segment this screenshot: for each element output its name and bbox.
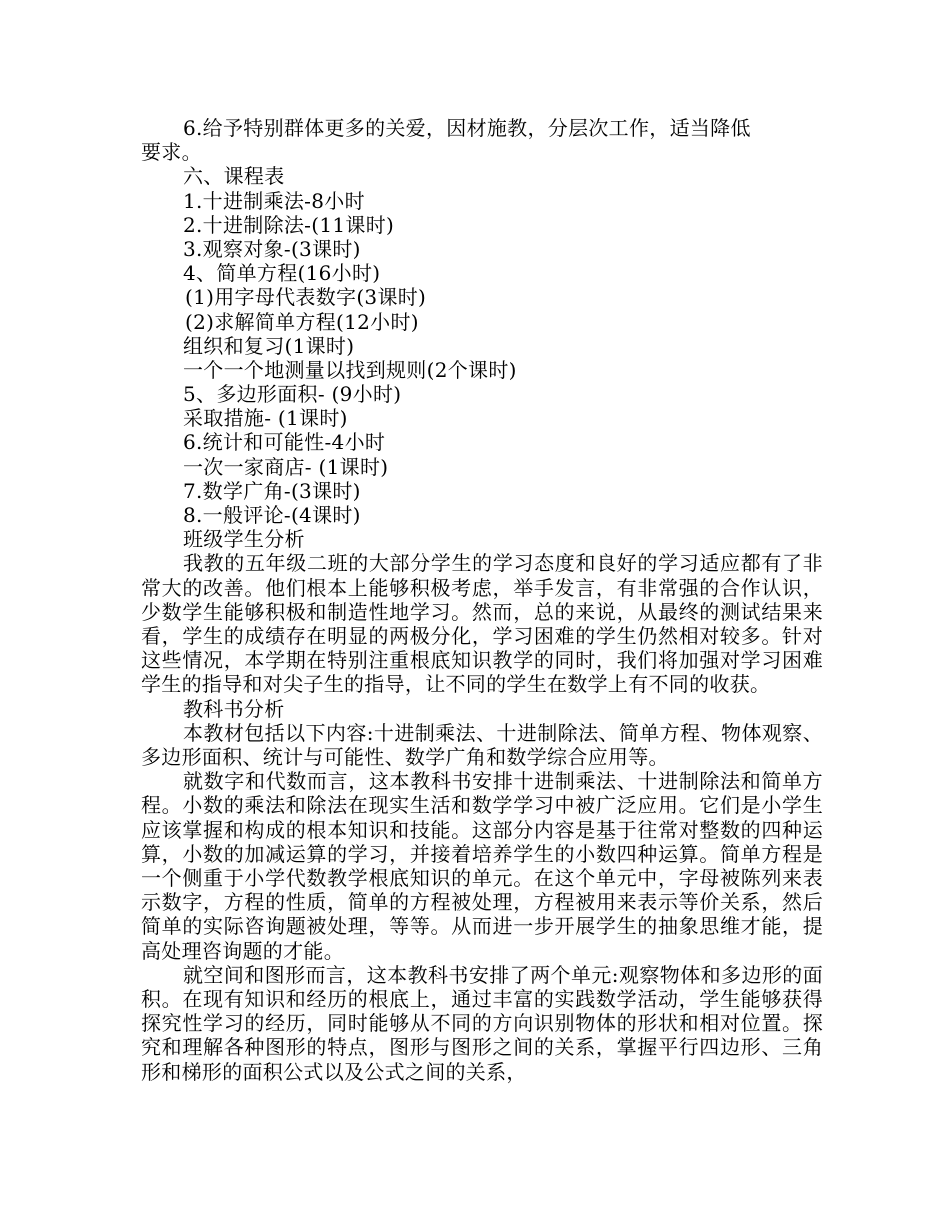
item6-line1: 6.给予特别群体更多的关爱，因材施教，分层次工作，适当降低 [183,116,751,140]
textbook-paragraph-3: 就空间和图形而言，这本教科书安排了两个单元:观察物体和多边形的面积。在现有知识和经历的根底上，通过丰富的实践数学活动，学生能够获得探究性学习的经历，同时能够从不同的方向识别物体的形状和相对位置。探究和理解各种图形的特点，图形与图形之间的关系，掌握平行四边形、三角形和梯形的面积公式以及公式之间的关系， [141,962,823,1084]
schedule-subitem: (2)求解简单方程(12小时) [185,309,419,334]
schedule-item: 一次一家商店- (1课时) [183,454,389,479]
textbook-analysis-heading: 教科书分析 [183,696,285,721]
schedule-item: 一个一个地测量以找到规则(2个课时) [183,357,517,382]
schedule-item: 6.统计和可能性-4小时 [183,430,386,455]
textbook-paragraph-1: 本教材包括以下内容:十进制乘法、十进制除法、简单方程、物体观察、多边形面积、统计与可能性、数学广角和数学综合应用等。 [141,720,823,769]
schedule-item: 5、多边形面积- (9小时) [183,382,402,407]
schedule-item: 4、简单方程(16小时) [183,261,381,286]
schedule-item: 2.十进制除法-(11课时) [183,212,395,237]
document-body [141,116,823,1084]
textbook-paragraph-2: 就数字和代数而言，这本教科书安排十进制乘法、十进制除法和简单方程。小数的乘法和除法在现实生活和数学学习中被广泛应用。它们是小学生应该掌握和构成的根本知识和技能。这部分内容是基于往常对整数的四种运算，小数的加减运算的学习，并接着培养学生的小数四种运算。简单方程是一个侧重于小学代数教学根底知识的单元。在这个单元中，字母被陈列来表示数字，方程的性质，简单的方程被处理，方程被用来表示等价关系，然后简单的实际咨询题被处理，等等。从而进一步开展学生的抽象思维才能，提高处理咨询题的才能。 [141,769,823,963]
class-analysis-paragraph: 我教的五年级二班的大部分学生的学习态度和良好的学习适应都有了非常大的改善。他们根本上能够积极考虑，举手发言，有非常强的合作认识，少数学生能够积极和制造性地学习。然而，总的来说，从最终的测试结果来看，学生的成绩存在明显的两极分化，学习困难的学生仍然相对较多。针对这些情况，本学期在特别注重根底知识教学的同时，我们将加强对学习困难学生的指导和对尖子生的指导，让不同的学生在数学上有不同的收获。 [141,551,823,697]
schedule-item: 组织和复习(1课时) [183,333,355,358]
item6-line2: 要求。 [141,140,202,165]
class-analysis-heading: 班级学生分析 [183,527,305,552]
schedule-item: 7.数学广角-(3课时) [183,478,361,503]
schedule-item: 采取措施- (1课时) [183,406,348,431]
schedule-item: 3.观察对象-(3课时) [183,236,361,261]
schedule-heading: 六、课程表 [183,164,285,189]
schedule-subitem: (1)用字母代表数字(3课时) [185,285,427,310]
schedule-item: 8.一般评论-(4课时) [183,503,361,527]
schedule-item: 1.十进制乘法-8小时 [183,188,365,213]
